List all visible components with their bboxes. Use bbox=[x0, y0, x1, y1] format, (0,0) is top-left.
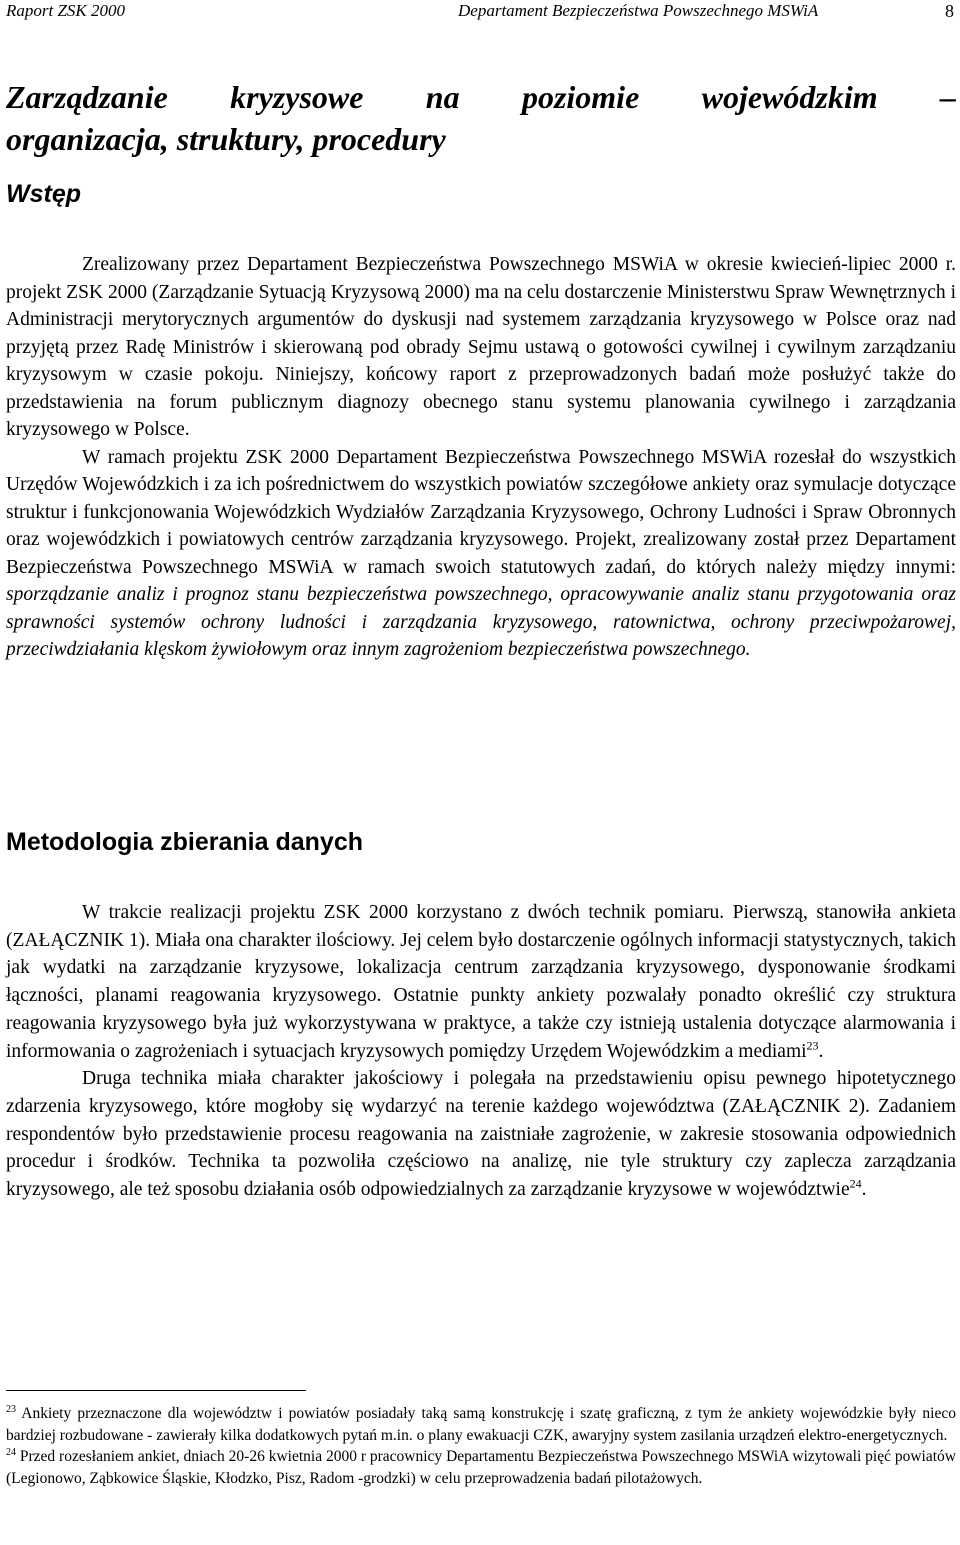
paragraph-end: . bbox=[818, 1040, 824, 1062]
running-header bbox=[6, 0, 954, 28]
chapter-title-line1 bbox=[6, 76, 956, 118]
chapter-title bbox=[6, 76, 956, 160]
paragraph-text: W ramach projektu ZSK 2000 Departament Bezpieczeństwa Powszechnego MSWiA rozesłał do wszystkich Urzędów Wojewódzkich i za ich pośrednictwem do wszystkich powiatów szczegółowe ankiety oraz symulacje dotyczące struktur i funkcjonowania Wojewódzkich Wydziałów Zarządzania Kryzysowego, Ochrony Ludności i Spraw Obronnych oraz wojewódzkich i powiatowych centrów zarządzania kryzysowego. Projekt, zrealizowany został przez Departament Bezpieczeństwa Powszechnego MSWiA w ramach swoich statutowych zadań, do których należy między innymi: bbox=[6, 446, 956, 578]
paragraph-italic-text: sporządzanie analiz i prognoz stanu bezpieczeństwa powszechnego, opracowywanie analiz stanu przygotowania oraz sprawności systemów ochrony ludności i zarządzania kryzysowego, ratownictwa, ochrony przeciwpożarowej, przeciwdziałania klęskom żywiołowym oraz innym zagrożeniom bezpieczeństwa powszechnego. bbox=[6, 584, 956, 660]
title-word: – bbox=[939, 79, 956, 115]
header-department: Departament Bezpieczeństwa Powszechnego MSWiA bbox=[458, 1, 819, 20]
section-heading-intro: Wstęp bbox=[6, 180, 81, 208]
footnote-text: Przed rozesłaniem ankiet, dniach 20-26 kwietnia 2000 r pracownicy Departamentu Bezpieczeństwa Powszechnego MSWiA wizytowali pięć powiatów (Legionowo, Ząbkowice Śląskie, Kłodzko, Pisz, Radom -grodzki) w celu przeprowadzenia badań pilotażowych. bbox=[6, 1448, 956, 1487]
title-word: Zarządzanie bbox=[6, 79, 168, 115]
title-word: wojewódzkim bbox=[701, 79, 878, 115]
paragraph bbox=[6, 444, 956, 664]
header-report-title: Raport ZSK 2000 bbox=[6, 1, 126, 20]
paragraph-text: W trakcie realizacji projektu ZSK 2000 korzystano z dwóch technik pomiaru. Pierwszą, stanowiła ankieta (ZAŁĄCZNIK 1). Miała ona charakter ilościowy. Jej celem było dostarczenie ogólnych informacji statystycznych, takich jak wydatki na zarządzanie kryzysowe, lokalizacja centrum zarządzania kryzysowego, dysponowanie środkami łączności, planami reagowania kryzysowego. Ostatnie punkty ankiety pozwalały ponadto określić czy struktura reagowania kryzysowego była już wykorzystywana w praktyce, a także czy istnieją ustalenia dotyczące alarmowania i informowania o zagrożeniach i sytuacjach kryzysowych pomiędzy Urzędem Wojewódzkim a mediami bbox=[6, 902, 956, 1062]
footnote-separator bbox=[6, 1390, 306, 1391]
paragraph-text: Druga technika miała charakter jakościowy i polegała na przedstawieniu opisu pewnego hipotetycznego zdarzenia kryzysowego, które mogłoby się wydarzyć na terenie każdego województwa (ZAŁĄCZNIK 2). Zadaniem respondentów było przedstawienie procesu reagowania na zaistniałe zagrożenie, w zakresie stosowania odpowiednich procedur i środków. Technika ta pozwoliła częściowo na analizę, nie tyle struktury czy zaplecza zarządzania kryzysowego, ale też sposobu działania osób odpowiedzialnych za zarządzanie kryzysowe w województwie bbox=[6, 1068, 956, 1201]
footnote-number: 23 bbox=[6, 1403, 16, 1415]
title-word: kryzysowe bbox=[230, 79, 364, 115]
footnote bbox=[6, 1446, 956, 1489]
section-heading-methodology: Metodologia zbierania danych bbox=[6, 828, 363, 856]
section-methodology-body bbox=[6, 899, 956, 1204]
footnote-text: Ankiety przeznaczone dla województw i powiatów posiadały taką samą konstrukcję i szatę graficzną, z tym że ankiety wojewódzkie były nieco bardziej rozbudowane - zawierały kilka dodatkowych pytań m.in. o plany ewakuacji CZK, awaryjny system zasilania urządzeń elektro-energetycznych. bbox=[6, 1405, 956, 1444]
paragraph bbox=[6, 1065, 956, 1204]
title-word: poziomie bbox=[521, 79, 640, 115]
section-intro-body bbox=[6, 251, 956, 664]
footnotes bbox=[6, 1403, 956, 1489]
footnote-ref[interactable]: 23 bbox=[806, 1038, 819, 1053]
paragraph bbox=[6, 899, 956, 1065]
footnote bbox=[6, 1403, 956, 1446]
footnote-ref[interactable]: 24 bbox=[849, 1176, 862, 1191]
chapter-title-line2: organizacja, struktury, procedury bbox=[6, 121, 446, 157]
paragraph-end: . bbox=[861, 1179, 867, 1201]
footnote-number: 24 bbox=[6, 1446, 16, 1458]
page-number: 8 bbox=[945, 1, 954, 21]
title-word: na bbox=[425, 79, 460, 115]
paragraph: Zrealizowany przez Departament Bezpieczeństwa Powszechnego MSWiA w okresie kwiecień-lipiec 2000 r. projekt ZSK 2000 (Zarządzanie Sytuacją Kryzysową 2000) ma na celu dostarczenie Ministerstwu Spraw Wewnętrznych i Administracji merytorycznych argumentów do dyskusji nad systemem zarządzania kryzysowego w Polsce oraz nad przyjętą przez Radę Ministrów i skierowaną pod obrady Sejmu ustawą o gotowości cywilnej i cywilnym zarządzaniu kryzysowym w czasie pokoju. Niniejszy, końcowy raport z przeprowadzonych badań może posłużyć także do przedstawienia na forum publicznym diagnozy obecnego stanu systemu planowania cywilnego i zarządzania kryzysowego w Polsce. bbox=[6, 254, 956, 440]
